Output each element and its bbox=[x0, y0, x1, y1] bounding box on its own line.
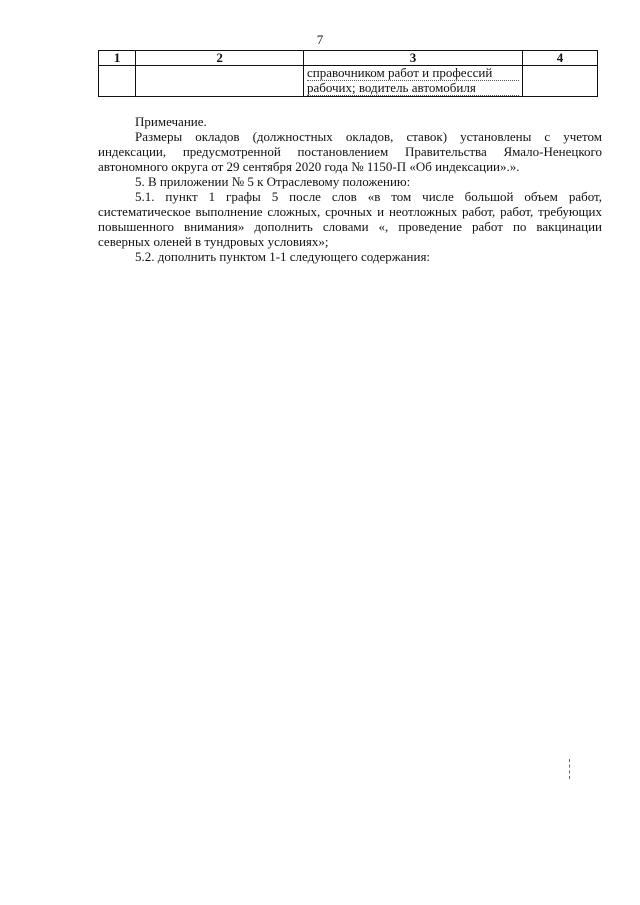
table-header-cell: 4 bbox=[523, 51, 598, 66]
table-header-cell: 1 bbox=[99, 51, 136, 66]
table-row bbox=[99, 66, 598, 97]
paragraph-item-5-2: 5.2. дополнить пунктом 1-1 следующего содержания: bbox=[135, 249, 431, 264]
document-table bbox=[98, 50, 598, 97]
table-cell-line: справочником работ и профессий bbox=[307, 66, 519, 81]
note-text: Размеры окладов (должностных окладов, ставок) установлены с учетом индексации, предусмотренной постановлением Правительства Ямало-Ненецкого автономного округа от 29 сентября 2020 года № 1150-П «Об индексации».». bbox=[98, 129, 602, 174]
table-cell bbox=[136, 66, 304, 97]
table-header-row bbox=[99, 51, 598, 66]
document-body bbox=[98, 110, 602, 264]
paragraph-item-5: 5. В приложении № 5 к Отраслевому положению: bbox=[135, 174, 411, 189]
table-cell-profession bbox=[303, 66, 522, 97]
page-number: 7 bbox=[316, 32, 324, 47]
table-cell-line: рабочих; водитель автомобиля bbox=[307, 81, 519, 96]
table-header-cell: 3 bbox=[303, 51, 522, 66]
paragraph-item-5-1: 5.1. пункт 1 графы 5 после слов «в том числе большой объем работ, систематическое выполнение сложных, срочных и неотложных работ, работ, требующих повышенного внимания» дополнить словами «, проведение работ по вакцинации северных оленей в тундровых условиях»; bbox=[98, 189, 602, 249]
table-cell bbox=[523, 66, 598, 97]
scan-margin-mark bbox=[569, 759, 571, 779]
table-cell bbox=[99, 66, 136, 97]
note-title: Примечание. bbox=[135, 114, 207, 129]
table-header-cell: 2 bbox=[136, 51, 304, 66]
